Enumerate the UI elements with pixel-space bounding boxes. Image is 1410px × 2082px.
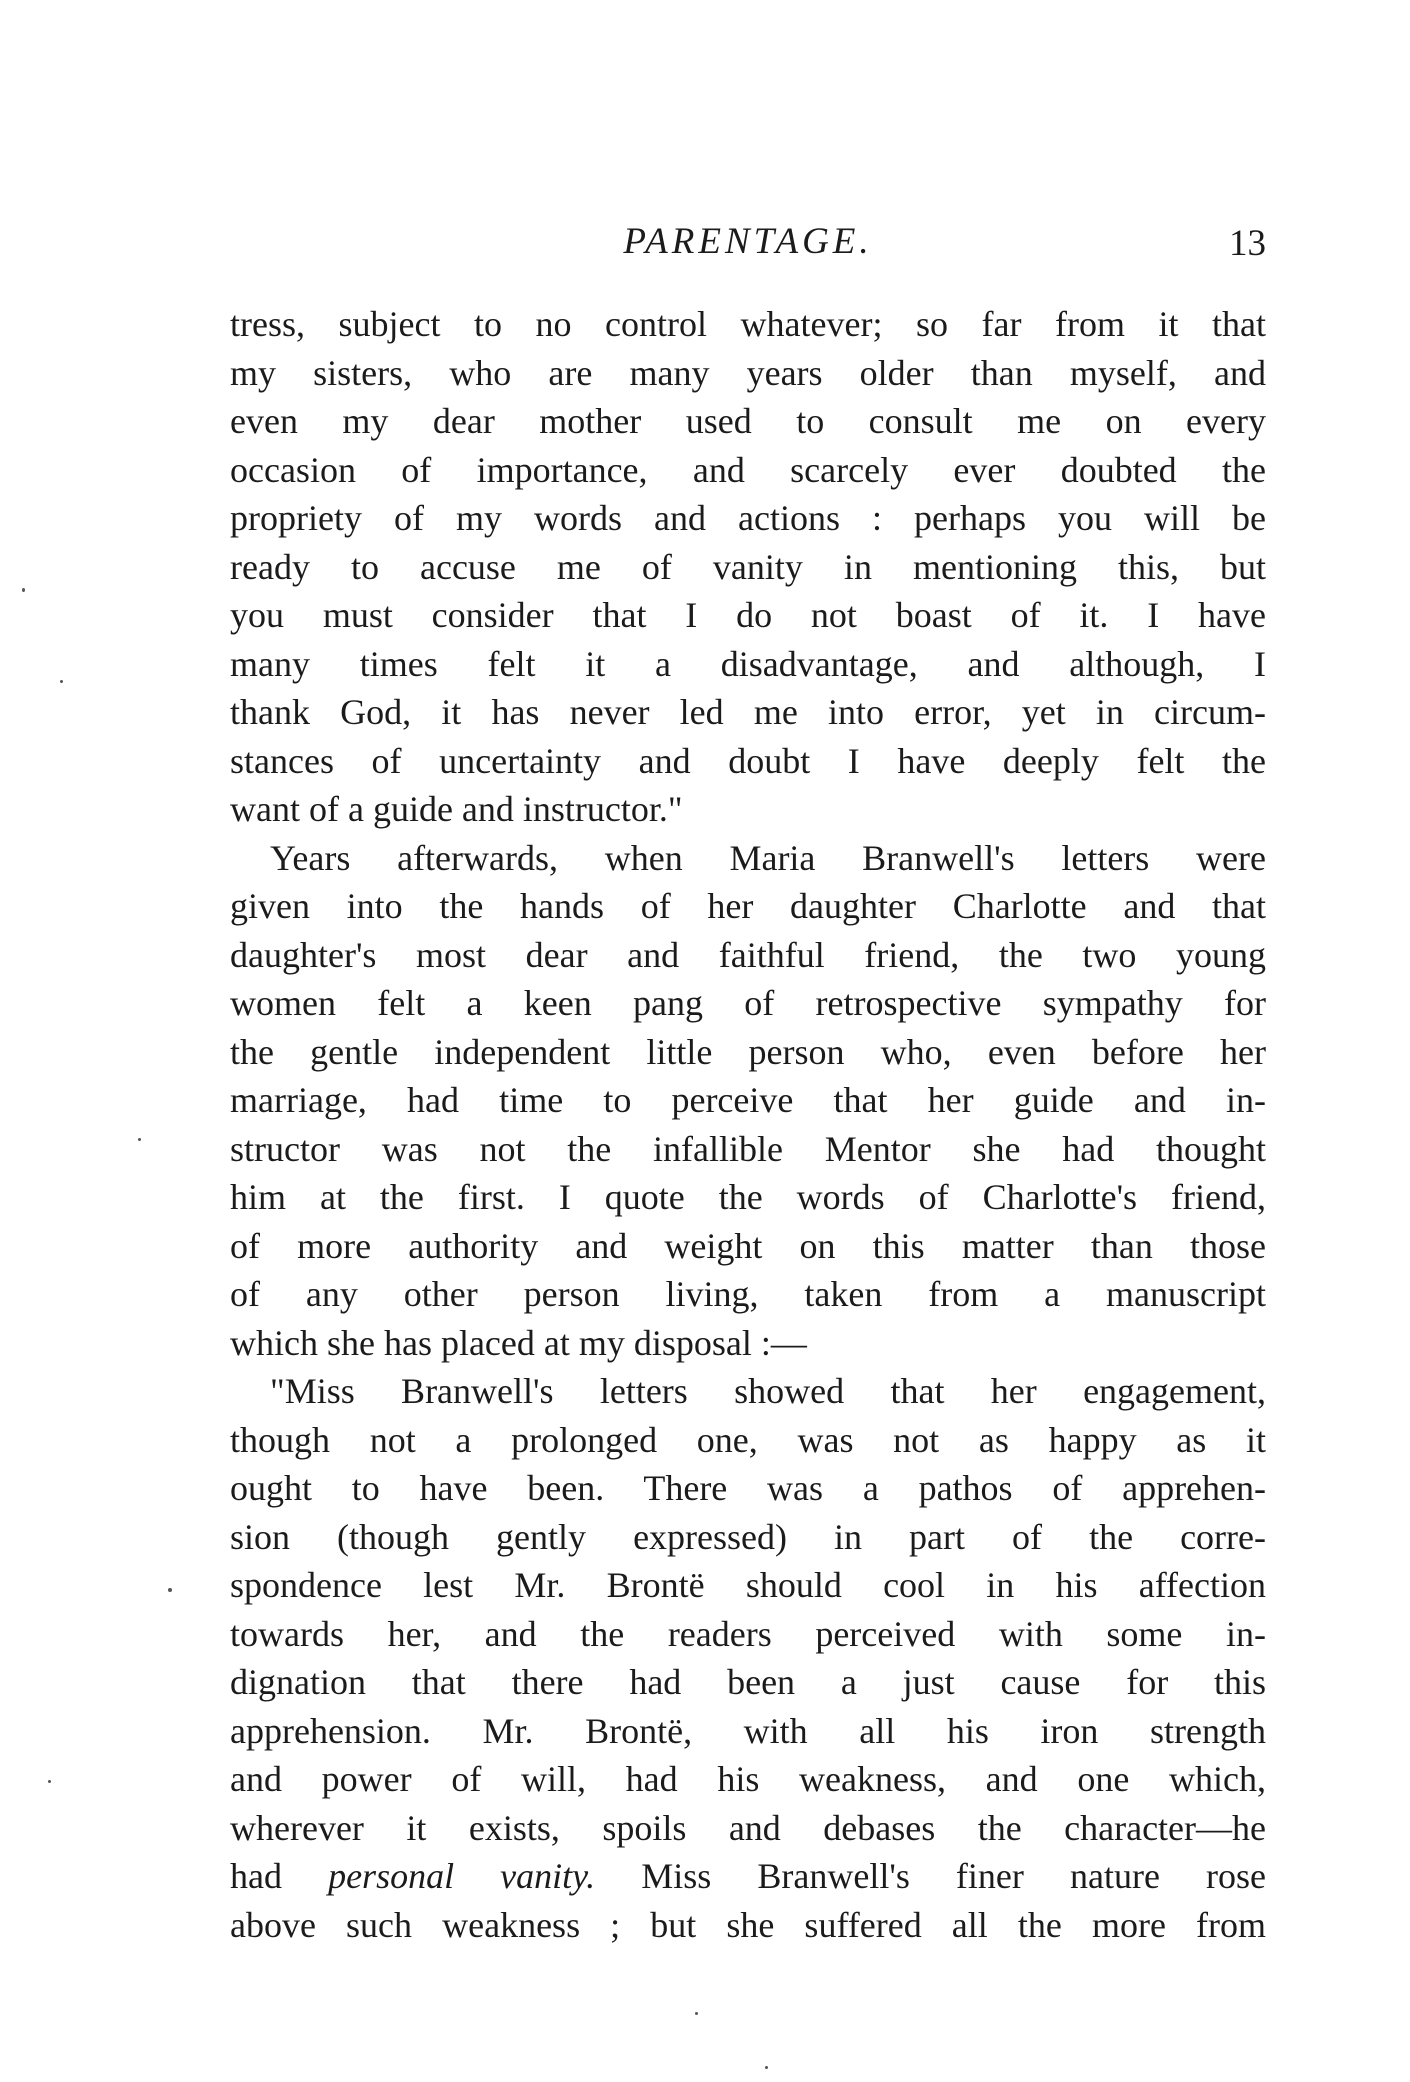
text-line: propriety of my words and actions : perhaps you will be (230, 498, 1266, 538)
text-line: tress, subject to no control whatever; so far from it that (230, 304, 1266, 344)
text-line: women felt a keen pang of retrospective sympathy for (230, 983, 1266, 1023)
page-number: 13 (1229, 223, 1266, 264)
scan-speck (48, 1780, 51, 1783)
text-line: of more authority and weight on this matter than those (230, 1225, 1266, 1266)
text-line: and power of will, had his weakness, and one which, (230, 1759, 1266, 1799)
text-line: occasion of importance, and scarcely ever doubted the (230, 449, 1266, 490)
text-line: spondence lest Mr. Brontë should cool in his affection (230, 1565, 1266, 1605)
text-line: Years afterwards, when Maria Branwell's letters were (270, 837, 1266, 878)
text-line: sion (though gently expressed) in part of the corre- (230, 1516, 1266, 1557)
text-run: Miss Branwell's finer nature rose (595, 1856, 1266, 1896)
chapter-title: PARENTAGE. (623, 221, 873, 262)
scan-speck (695, 2012, 698, 2015)
scan-speck (60, 680, 63, 683)
text-line: wherever it exists, spoils and debases the character—he (230, 1807, 1266, 1848)
text-line: thank God, it has never led me into error, yet in circum- (230, 692, 1266, 732)
text-line: you must consider that I do not boast of it. I have (230, 595, 1266, 635)
text-line: marriage, had time to perceive that her guide and in- (230, 1080, 1266, 1120)
text-line: even my dear mother used to consult me on every (230, 401, 1266, 441)
running-head (230, 217, 1266, 267)
text-line: want of a guide and instructor." (230, 789, 683, 829)
text-line: given into the hands of her daughter Charlotte and that (230, 886, 1266, 926)
text-line-with-italic (230, 1852, 1266, 1901)
text-line: apprehension. Mr. Brontë, with all his iron strength (230, 1710, 1266, 1751)
text-line: the gentle independent little person who, even before her (230, 1031, 1266, 1072)
text-line: ready to accuse me of vanity in mentioning this, but (230, 546, 1266, 587)
text-line: ought to have been. There was a pathos of apprehen- (230, 1468, 1266, 1508)
text-line: dignation that there had been a just cause for this (230, 1662, 1266, 1702)
italic-emphasis: personal vanity. (328, 1856, 596, 1896)
scan-speck (22, 588, 25, 592)
text-line: of any other person living, taken from a manuscript (230, 1274, 1266, 1314)
text-line: many times felt it a disadvantage, and although, I (230, 643, 1266, 684)
scan-speck (138, 1138, 141, 1141)
text-line: my sisters, who are many years older than myself, and (230, 352, 1266, 393)
text-line: above such weakness ; but she suffered all the more from (230, 1904, 1266, 1945)
text-run: had (230, 1856, 329, 1896)
scan-speck (765, 2066, 768, 2069)
text-line: stances of uncertainty and doubt I have deeply felt the (230, 740, 1266, 781)
text-line: structor was not the infallible Mentor she had thought (230, 1128, 1266, 1169)
text-line: which she has placed at my disposal :— (230, 1322, 807, 1363)
text-line: daughter's most dear and faithful friend, the two young (230, 934, 1266, 975)
text-line: him at the first. I quote the words of Charlotte's friend, (230, 1177, 1266, 1217)
body-text (230, 300, 1266, 1949)
scan-speck (168, 1588, 172, 1592)
text-line: though not a prolonged one, was not as happy as it (230, 1419, 1266, 1460)
text-line: "Miss Branwell's letters showed that her engagement, (270, 1371, 1266, 1411)
text-line: towards her, and the readers perceived with some in- (230, 1613, 1266, 1654)
